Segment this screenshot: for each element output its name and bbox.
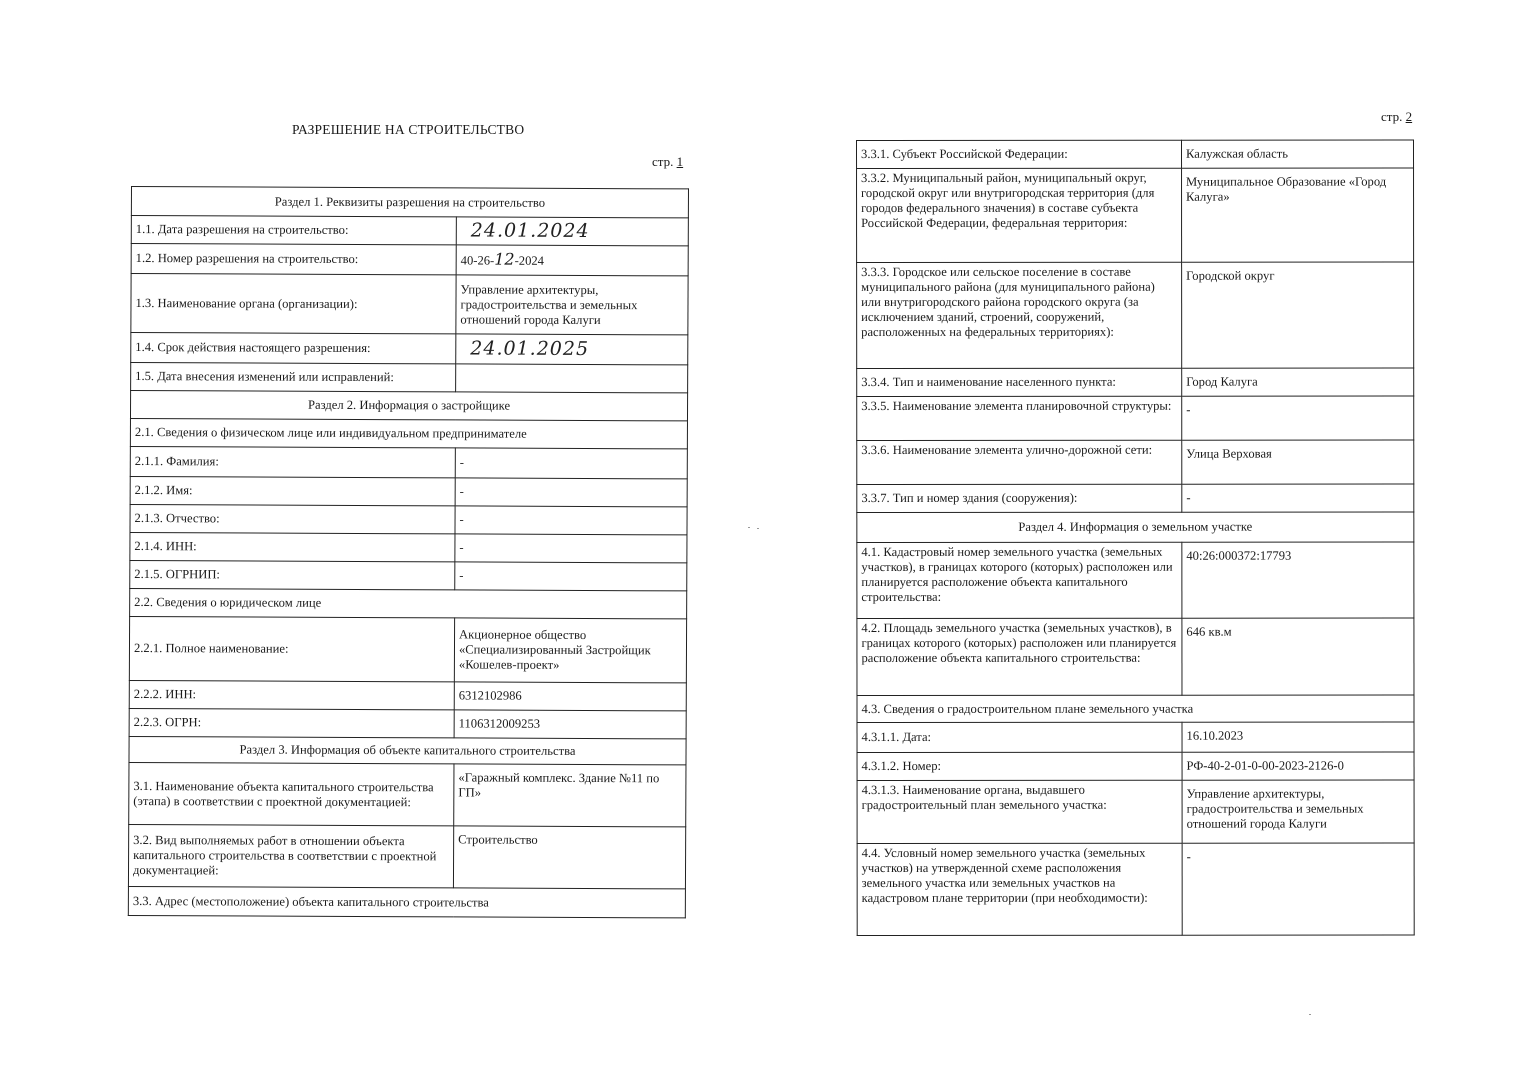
field-value: 16.10.2023 xyxy=(1182,722,1414,752)
field-label: 3.2. Вид выполняемых работ в отношении объекта капитального строительства в соответствии с проектной документацией: xyxy=(128,824,453,887)
table-row xyxy=(857,140,1414,168)
permit-number-part: -2024 xyxy=(514,253,545,268)
field-value xyxy=(456,245,688,276)
field-value: - xyxy=(1182,396,1414,440)
section-header-row xyxy=(131,187,688,218)
section-header-row xyxy=(857,512,1414,542)
subsection-title: 4.3. Сведения о градостроительном плане земельного участка xyxy=(857,695,1414,722)
field-label: 1.2. Номер разрешения на строительство: xyxy=(131,244,456,275)
page-prefix: стр. xyxy=(1381,109,1403,124)
field-value xyxy=(456,364,688,393)
field-label: 1.5. Дата внесения изменений или исправлений: xyxy=(131,363,456,392)
field-label: 4.1. Кадастровый номер земельного участка (земельных участков), в границах которого (которых) расположен или планируется расположение объекта капитального строительства: xyxy=(857,542,1182,618)
field-label: 4.3.1.2. Номер: xyxy=(857,752,1182,780)
field-value: 6312102986 xyxy=(454,682,686,711)
table-row xyxy=(857,542,1414,618)
table-row xyxy=(129,708,686,738)
field-label: 2.1.5. ОГРНИП: xyxy=(130,560,455,589)
page-number-1 xyxy=(652,154,683,170)
subsection-title: 2.1. Сведения о физическом лице или индивидуальном предпринимателе xyxy=(130,418,687,448)
field-value: 40:26:000372:17793 xyxy=(1182,542,1414,618)
field-value: - xyxy=(455,534,687,563)
table-row xyxy=(857,368,1414,396)
section-title: Раздел 1. Реквизиты разрешения на строительство xyxy=(131,187,688,218)
field-value: Город Калуга xyxy=(1182,368,1414,396)
permit-table-page-2 xyxy=(856,140,1415,936)
section-title: Раздел 2. Информация о застройщике xyxy=(130,391,687,421)
table-row xyxy=(131,363,688,393)
field-label: 4.4. Условный номер земельного участка (земельных участков) на утвержденной схеме расположения земельного участка или земельных участков на кадастровом плане территории (при необходимости): xyxy=(857,843,1182,935)
field-value: Акционерное общество «Специализированный Застройщик «Кошелев-проект» xyxy=(454,618,686,683)
field-value: 24.01.2025 xyxy=(456,334,688,365)
table-row xyxy=(128,824,685,888)
table-row xyxy=(130,446,687,478)
document-title: РАЗРЕШЕНИЕ НА СТРОИТЕЛЬСТВО xyxy=(292,122,525,137)
table-row xyxy=(131,274,688,335)
field-label: 3.3.3. Городское или сельское поселение в составе муниципального района (для муниципального района) или внутригородского района городского округа (за исключением зданий, строений, сооружений, расположенных на федеральных территориях): xyxy=(857,262,1182,368)
field-value: Улица Верховая xyxy=(1182,440,1414,484)
table-row xyxy=(857,618,1414,695)
subsection-row xyxy=(857,695,1414,722)
field-label: 2.1.2. Имя: xyxy=(130,476,455,505)
field-label: 3.3.1. Субъект Российской Федерации: xyxy=(857,140,1182,168)
subsection-row xyxy=(128,886,685,917)
page-number: 2 xyxy=(1405,109,1413,124)
page-prefix: стр. xyxy=(652,154,674,169)
field-label: 1.1. Дата разрешения на строительство: xyxy=(131,216,456,245)
field-label: 3.3.6. Наименование элемента улично-дорожной сети: xyxy=(857,440,1182,484)
table-row xyxy=(857,780,1414,843)
table-row xyxy=(130,504,687,534)
field-value: 646 кв.м xyxy=(1182,618,1414,695)
subsection-title: 3.3. Адрес (местоположение) объекта капитального строительства xyxy=(128,886,685,917)
table-row xyxy=(129,616,686,682)
page-number-2 xyxy=(1381,109,1412,125)
field-value: - xyxy=(1182,843,1414,935)
table-row xyxy=(129,762,686,826)
field-label: 3.3.7. Тип и номер здания (сооружения): xyxy=(857,484,1182,512)
table-row xyxy=(857,484,1414,512)
table-row xyxy=(857,396,1414,440)
field-value: РФ-40-2-01-0-00-2023-2126-0 xyxy=(1182,752,1414,780)
field-value: - xyxy=(455,478,687,507)
field-label: 2.2.2. ИНН: xyxy=(129,680,454,709)
field-value: - xyxy=(455,562,687,591)
field-label: 4.3.1.1. Дата: xyxy=(857,722,1182,752)
table-row xyxy=(131,244,688,276)
table-row xyxy=(131,216,688,246)
field-value: Калужская область xyxy=(1182,140,1414,168)
table-row xyxy=(857,722,1414,752)
table-row xyxy=(857,440,1414,484)
permit-number-part: 40-26- xyxy=(460,253,495,268)
field-label: 3.3.5. Наименование элемента планировочной структуры: xyxy=(857,396,1182,440)
table-row xyxy=(857,843,1414,935)
field-label: 3.3.2. Муниципальный район, муниципальный округ, городской округ или внутригородская территория (для городов федерального значения) в составе субъекта Российской Федерации, федеральная территория: xyxy=(857,168,1182,262)
field-label: 3.1. Наименование объекта капитального строительства (этапа) в соответствии с проектной документацией: xyxy=(129,762,454,825)
permit-table-page-1 xyxy=(128,186,689,918)
subsection-row xyxy=(130,588,687,618)
table-row xyxy=(130,532,687,562)
section-header-row xyxy=(129,736,686,764)
field-value: Управление архитектуры, градостроительства и земельных отношений города Калуги xyxy=(456,275,688,335)
section-header-row xyxy=(130,391,687,421)
field-value: - xyxy=(455,506,687,535)
table-row xyxy=(131,333,688,365)
table-row xyxy=(857,752,1414,780)
field-value: - xyxy=(1182,484,1414,512)
page-number: 1 xyxy=(676,154,684,169)
field-label: 1.3. Наименование органа (организации): xyxy=(131,274,456,334)
table-row xyxy=(129,680,686,710)
field-value: Управление архитектуры, градостроительства и земельных отношений города Калуги xyxy=(1182,780,1414,843)
field-label: 4.3.1.3. Наименование органа, выдавшего градостроительный план земельного участка: xyxy=(857,780,1182,843)
table-row xyxy=(857,168,1414,262)
field-value: - xyxy=(455,448,687,479)
field-label: 1.4. Срок действия настоящего разрешения: xyxy=(131,333,456,364)
field-label: 4.2. Площадь земельного участка (земельных участков), в границах которого (которых) расположен или планируется расположение объекта капитального строительства: xyxy=(857,618,1182,695)
table-row xyxy=(130,560,687,590)
field-label: 2.2.1. Полное наименование: xyxy=(129,616,454,681)
field-value: Городской округ xyxy=(1182,262,1414,368)
field-value: 1106312009253 xyxy=(454,710,686,739)
field-label: 2.1.4. ИНН: xyxy=(130,532,455,561)
table-row xyxy=(130,476,687,506)
section-title: Раздел 4. Информация о земельном участке xyxy=(857,512,1414,542)
field-value: Строительство xyxy=(453,826,685,889)
field-value: 24.01.2024 xyxy=(456,217,688,246)
field-label: 3.3.4. Тип и наименование населенного пункта: xyxy=(857,368,1182,396)
field-label: 2.1.1. Фамилия: xyxy=(130,446,455,477)
field-label: 2.1.3. Отчество: xyxy=(130,504,455,533)
subsection-title: 2.2. Сведения о юридическом лице xyxy=(130,588,687,618)
subsection-row xyxy=(130,418,687,448)
table-row xyxy=(857,262,1414,368)
field-value: «Гаражный комплекс. Здание №11 по ГП» xyxy=(454,764,686,827)
handwritten-number: 12 xyxy=(494,249,515,269)
field-value: Муниципальное Образование «Город Калуга» xyxy=(1182,168,1414,262)
field-label: 2.2.3. ОГРН: xyxy=(129,708,454,737)
section-title: Раздел 3. Информация об объекте капитального строительства xyxy=(129,736,686,764)
